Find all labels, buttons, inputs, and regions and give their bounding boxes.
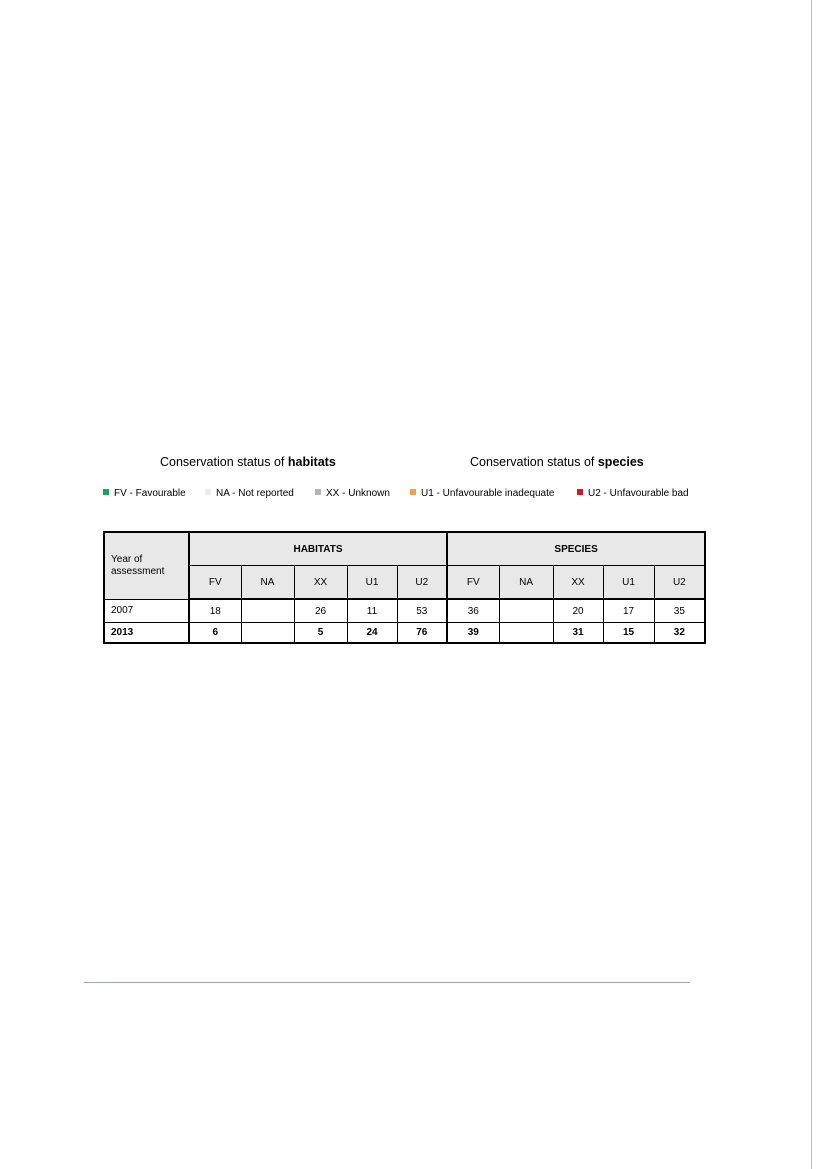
year-of-assessment-header: Year of assessment: [104, 532, 189, 599]
table-cell: 31: [553, 623, 603, 644]
table-cell: 15: [603, 623, 654, 644]
col-header-habitats-na: NA: [241, 566, 294, 600]
table-cell: 20: [553, 599, 603, 623]
table-cell: 6: [189, 623, 241, 644]
table-cell: 26: [294, 599, 347, 623]
table-cell: 32: [654, 623, 705, 644]
col-header-species-u1: U1: [603, 566, 654, 600]
table-cell: 11: [347, 599, 397, 623]
habitats-title: Conservation status of habitats: [160, 455, 336, 469]
legend-item-fv: FV - Favourable: [103, 487, 186, 501]
table-cell: 53: [397, 599, 447, 623]
col-header-habitats-xx: XX: [294, 566, 347, 600]
legend-swatch: [410, 489, 416, 495]
col-header-habitats-u2: U2: [397, 566, 447, 600]
table-cell: 35: [654, 599, 705, 623]
species-group-header: SPECIES: [447, 532, 705, 566]
table-cell: 36: [447, 599, 499, 623]
legend-swatch: [577, 489, 583, 495]
table-cell: 18: [189, 599, 241, 623]
legend-swatch: [103, 489, 109, 495]
table-row: [104, 599, 705, 623]
legend-item-u1: U1 - Unfavourable inadequate: [410, 487, 554, 501]
table-cell: 24: [347, 623, 397, 644]
habitats-group-header: HABITATS: [189, 532, 447, 566]
status-legend: [103, 487, 703, 503]
page-margin-line: [811, 0, 812, 1169]
table-cell: [499, 623, 553, 644]
col-header-species-fv: FV: [447, 566, 499, 600]
table-cell: 39: [447, 623, 499, 644]
row-year: 2007: [104, 599, 189, 623]
table-cell: 5: [294, 623, 347, 644]
col-header-species-u2: U2: [654, 566, 705, 600]
table-cell: [241, 599, 294, 623]
species-title: Conservation status of species: [470, 455, 644, 469]
legend-swatch: [315, 489, 321, 495]
table-cell: 17: [603, 599, 654, 623]
table-cell: 76: [397, 623, 447, 644]
table-cell: [241, 623, 294, 644]
legend-item-na: NA - Not reported: [205, 487, 294, 501]
col-header-habitats-u1: U1: [347, 566, 397, 600]
conservation-status-table: [103, 531, 706, 644]
legend-item-xx: XX - Unknown: [315, 487, 390, 501]
table-cell: [499, 599, 553, 623]
col-header-species-xx: XX: [553, 566, 603, 600]
footnote-separator: [84, 982, 690, 983]
table-row: [104, 623, 705, 644]
legend-swatch: [205, 489, 211, 495]
legend-item-u2: U2 - Unfavourable bad: [577, 487, 689, 501]
col-header-habitats-fv: FV: [189, 566, 241, 600]
row-year: 2013: [104, 623, 189, 644]
col-header-species-na: NA: [499, 566, 553, 600]
